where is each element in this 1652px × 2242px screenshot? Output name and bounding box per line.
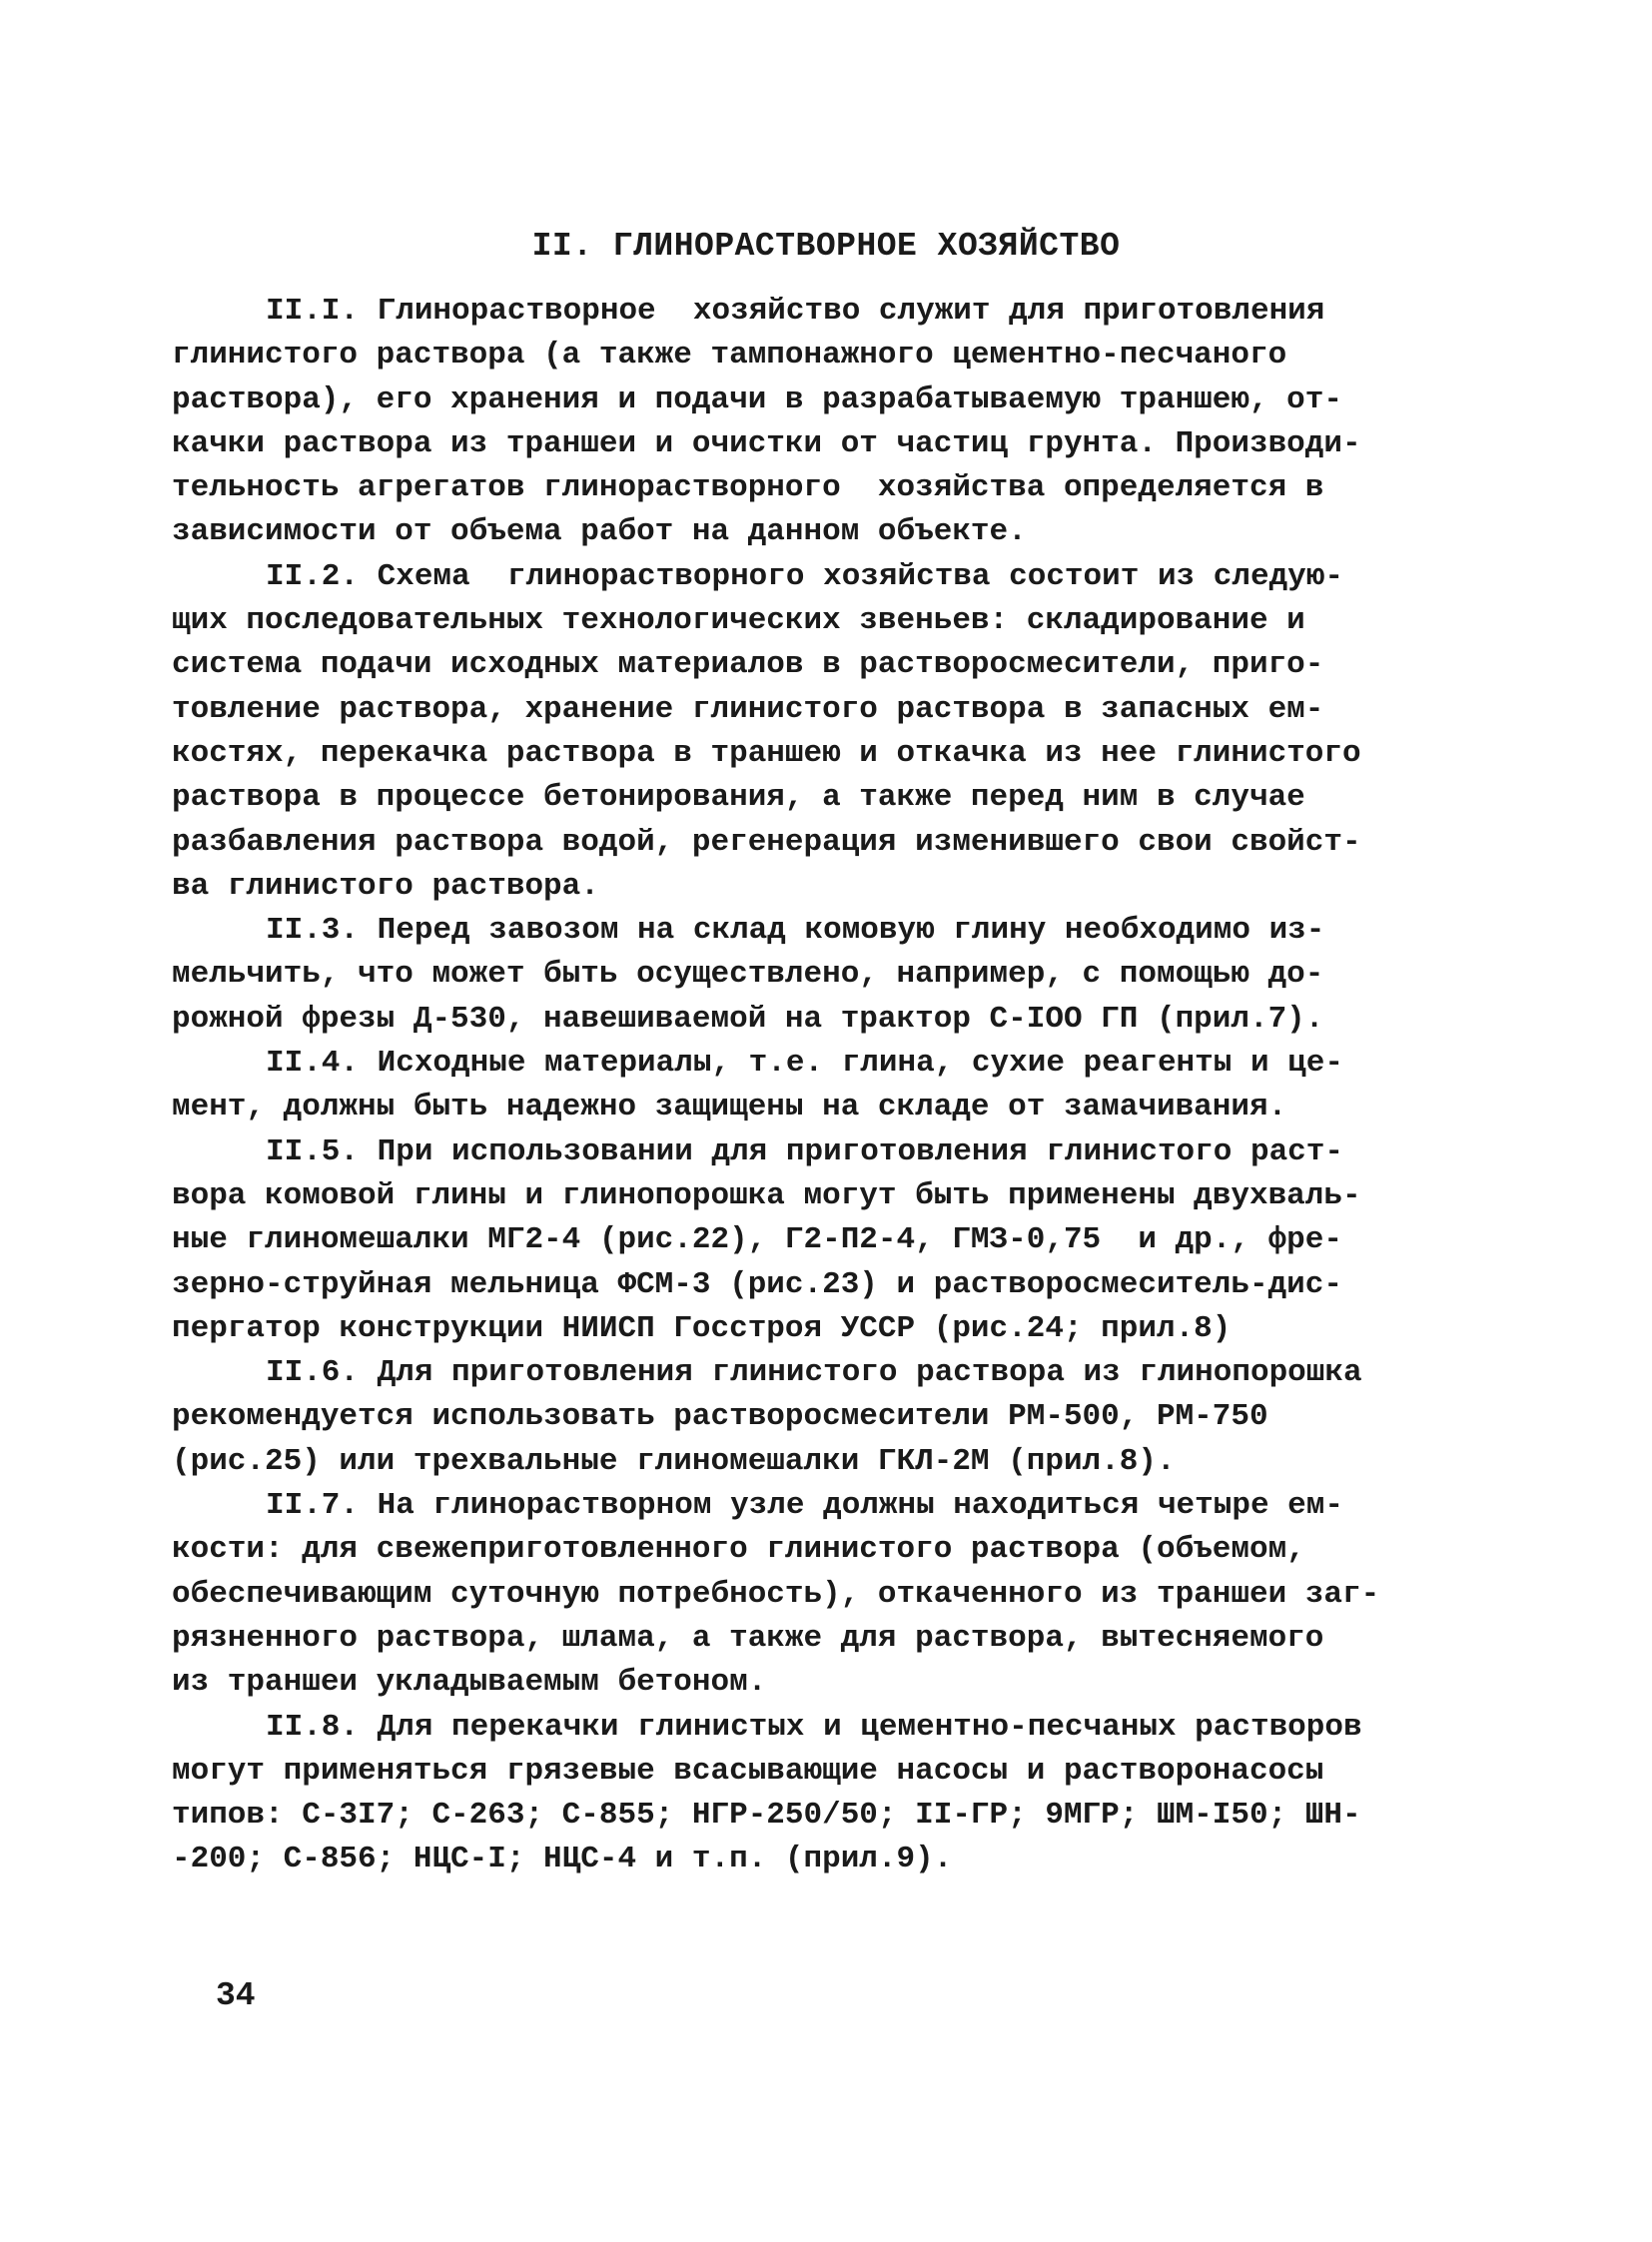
text-line: II.6. Для приготовления глинистого раствора из глинопорошка	[266, 1355, 1362, 1391]
text-line: II.3. Перед завозом на склад комовую глину необходимо из-	[266, 913, 1325, 949]
text-line: мент, должны быть надежно защищены на складе от замачивания.	[172, 1090, 1287, 1125]
paragraph-11-7	[172, 1484, 1434, 1705]
text-line: из траншеи укладываемым бетоном.	[172, 1665, 767, 1701]
text-line: II.5. При использовании для приготовления глинистого раст-	[266, 1133, 1343, 1169]
text-line: типов: С-3I7; С-263; С-855; НГР-250/50; II-ГР; 9МГР; ШМ-I50; ШН-	[172, 1798, 1361, 1834]
section-title: II. ГЛИНОРАСТВОРНОЕ ХОЗЯЙСТВО	[531, 228, 1121, 265]
paragraph-11-1	[172, 290, 1434, 555]
paragraph-11-2	[172, 555, 1434, 909]
text-line: II.8. Для перекачки глинистых и цементно-песчаных растворов	[266, 1709, 1362, 1745]
text-line: II.2. Схема глинорастворного хозяйства состоит из следую-	[266, 558, 1343, 594]
text-line: качки раствора из траншеи и очистки от частиц грунта. Производи-	[172, 425, 1361, 461]
paragraph-11-5	[172, 1130, 1434, 1351]
text-line: II.7. На глинорастворном узле должны находиться четыре ем-	[266, 1488, 1343, 1524]
text-line: обеспечивающим суточную потребность), откаченного из траншеи заг-	[172, 1576, 1380, 1612]
text-line: ные глиномешалки МГ2-4 (рис.22), Г2-П2-4, ГМЗ-0,75 и др., фре-	[172, 1222, 1342, 1258]
paragraph-11-8	[172, 1706, 1434, 1882]
text-line: мельчить, что может быть осуществлено, например, с помощью до-	[172, 957, 1324, 993]
text-line: зависимости от объема работ на данном объекте.	[172, 514, 1027, 550]
text-line: тельность агрегатов глинорастворного хозяйства определяется в	[172, 470, 1324, 506]
text-line: вора комовой глины и глинопорошка могут быть применены двухваль-	[172, 1177, 1361, 1213]
text-line: разбавления раствора водой, регенерация изменившего свои свойст-	[172, 824, 1361, 860]
text-line: система подачи исходных материалов в растворосмесители, приго-	[172, 647, 1324, 683]
text-line: рожной фрезы Д-530, навешиваемой на трактор С-IOO ГП (прил.7).	[172, 1001, 1324, 1037]
text-line: -200; С-856; НЦС-I; НЦС-4 и т.п. (прил.9).	[172, 1842, 953, 1877]
text-line: глинистого раствора (а также тампонажного цементно-песчаного	[172, 338, 1287, 374]
text-line: II.4. Исходные материалы, т.е. глина, сухие реагенты и це-	[266, 1046, 1343, 1082]
paragraph-11-3	[172, 909, 1434, 1042]
text-line: рязненного раствора, шлама, а также для раствора, вытесняемого	[172, 1620, 1324, 1656]
text-line: раствора в процессе бетонирования, а также перед ним в случае	[172, 780, 1305, 816]
text-line: товление раствора, хранение глинистого раствора в запасных ем-	[172, 691, 1324, 727]
page-number: 34	[216, 1977, 256, 2014]
text-line: (рис.25) или трехвальные глиномешалки ГКЛ-2М (прил.8).	[172, 1443, 1176, 1479]
text-line: кости: для свежеприготовленного глинистого раствора (объемом,	[172, 1532, 1305, 1568]
paragraph-11-4	[172, 1042, 1434, 1130]
paragraph-11-6	[172, 1351, 1434, 1484]
text-line: костях, перекачка раствора в траншею и откачка из нее глинистого	[172, 735, 1361, 771]
text-line: II.I. Глинорастворное хозяйство служит для приготовления	[266, 294, 1325, 329]
body-text	[172, 290, 1434, 1882]
text-line: пергатор конструкции НИИСП Госстроя УССР (рис.24; прил.8)	[172, 1310, 1232, 1346]
text-line: могут применяться грязевые всасывающие насосы и растворонасосы	[172, 1753, 1324, 1789]
text-line: щих последовательных технологических звеньев: складирование и	[172, 603, 1305, 639]
text-line: ва глинистого раствора.	[172, 868, 599, 904]
text-line: зерно-струйная мельница ФСМ-3 (рис.23) и растворосмеситель-дис-	[172, 1266, 1342, 1302]
text-line: раствора), его хранения и подачи в разрабатываемую траншею, от-	[172, 381, 1342, 417]
text-line: рекомендуется использовать растворосмесители РМ-500, РМ-750	[172, 1399, 1268, 1435]
